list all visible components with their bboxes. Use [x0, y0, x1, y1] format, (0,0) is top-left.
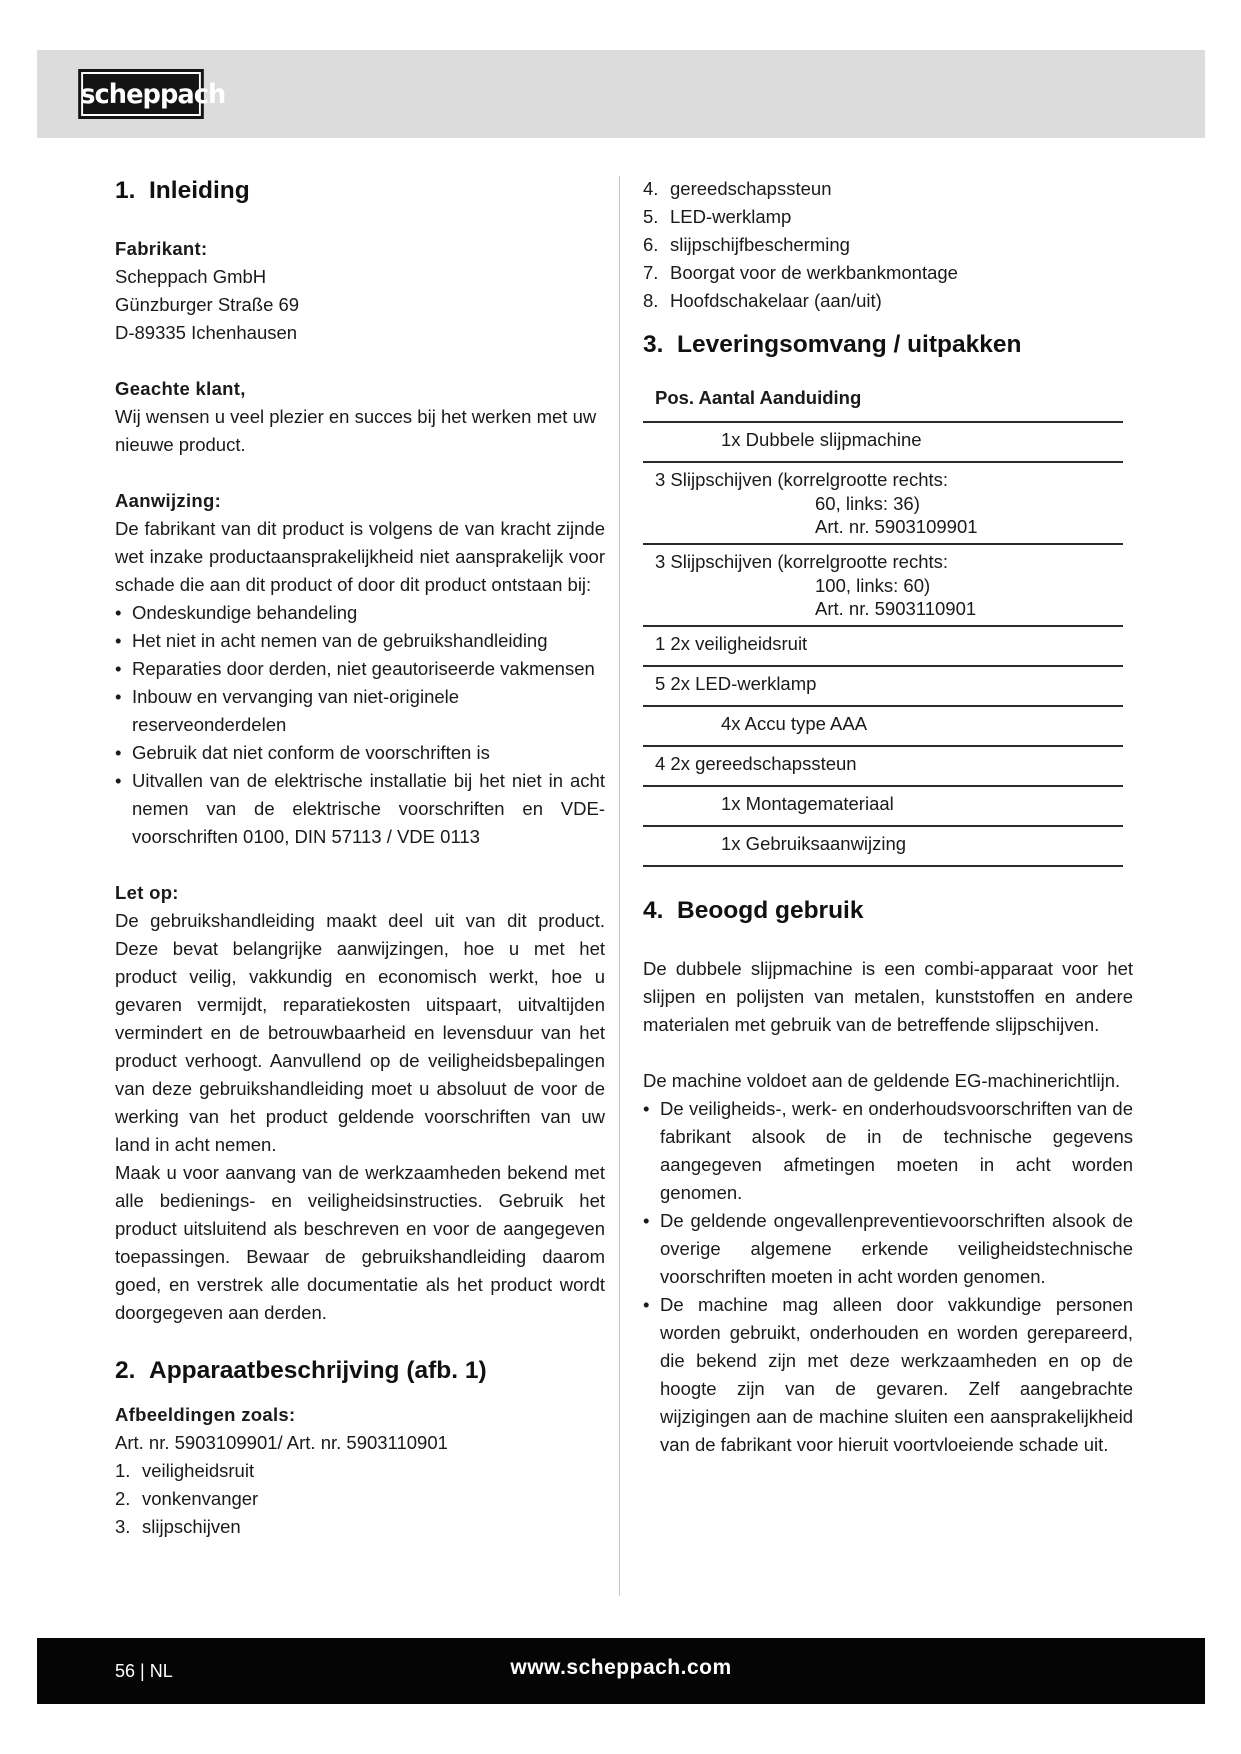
attention-paragraph: De gebruikshandleiding maakt deel uit van dit product. Deze bevat belangrijke aanwijzingen, hoe u met het product veilig, vakkundig en economisch werkt, hoe u gevaren vermijdt, reparatiekosten uitspaart, uitvaltijden vermindert en de betrouwbaarheid en levensduur van het product verhoogt. Aanvullend op de veiligheidsbepalingen van deze gebruikshandleiding moet u absoluut de voor de werking van het product geldende voorschriften van uw land in acht nemen. — [115, 910, 605, 1155]
list-item: 4. gereedschapssteun — [643, 178, 832, 199]
list-item: • De machine mag alleen door vakkundige personen worden gebruikt, onderhouden en worden gerepareerd, die bekend zijn met deze werkzaamheden en op de hoogte zijn van de gevaren. Zelf aangebrachte wijzigingen aan de machine sluiten een aansprakelijkheid van de fabrikant voor hieruit voortvloeiende schade uit. — [643, 1291, 1133, 1459]
part-list — [115, 1457, 605, 1541]
list-item: • Inbouw en vervanging van niet-originele reserveonderdelen — [115, 683, 605, 739]
list-item: 6. slijpschijfbescherming — [643, 234, 850, 255]
scheppach-logo: scheppach — [78, 69, 203, 119]
list-item: • Het niet in acht nemen van de gebruikshandleiding — [115, 627, 605, 655]
list-item: • De veiligheids-, werk- en onderhoudsvoorschriften van de fabrikant alsook de in de technische gegevens aangegeven afmetingen moeten in acht worden genomen. — [643, 1095, 1133, 1207]
table-row: 1x Gebruiksaanwijzing — [643, 826, 1123, 866]
address-line: Günzburger Straße 69 — [115, 294, 300, 315]
section-3-heading: 3. Leveringsomvang / uitpakken — [643, 331, 1022, 358]
note-text: De fabrikant van dit product is volgens de van kracht zijnde wet inzake productaansprakelijkheid niet aansprakelijk voor schade die aan dit product of door dit product ontstaan bij: — [115, 518, 605, 595]
attention-label: Let op: — [115, 882, 179, 903]
list-item: • De geldende ongevallenpreventievoorschriften alsook de overige algemene erkende veiligheidstechnische voorschriften moeten in acht worden genomen. — [643, 1207, 1133, 1291]
list-item: • Ondeskundige behandeling — [115, 599, 605, 627]
website-link[interactable]: www.scheppach.com — [510, 1656, 732, 1679]
greeting-text: Wij wensen u veel plezier en succes bij het werken met uw nieuwe product. — [115, 406, 597, 455]
part-list-continued — [643, 175, 1133, 315]
table-row: 4x Accu type AAA — [643, 706, 1123, 746]
table-row: 3 Slijpschijven (korrelgrootte rechts: 100, links: 60) Art. nr. 5903110901 — [643, 544, 1123, 626]
table-row: 1x Dubbele slijpmachine — [643, 422, 1123, 462]
section-1-heading: 1. Inleiding — [115, 177, 250, 204]
page-number: 56 | NL — [115, 1661, 173, 1681]
list-item: 8. Hoofdschakelaar (aan/uit) — [643, 290, 882, 311]
list-item: • Reparaties door derden, niet geautoriseerde vakmensen — [115, 655, 605, 683]
images-label: Afbeeldingen zoals: — [115, 1404, 296, 1425]
section-4-heading: 4. Beoogd gebruik — [643, 897, 864, 924]
list-item: 5. LED-werklamp — [643, 206, 792, 227]
right-column — [643, 175, 1133, 1459]
list-item: • Uitvallen van de elektrische installatie bij het niet in acht nemen van de elektrische voorschriften en VDE-voorschriften 0100, DIN 57113 / VDE 0113 — [115, 767, 605, 851]
page-footer — [37, 1638, 1205, 1704]
list-item: 7. Boorgat voor de werkbankmontage — [643, 262, 958, 283]
table-row: 5 2x LED-werklamp — [643, 666, 1123, 706]
article-numbers: Art. nr. 5903109901/ Art. nr. 5903110901 — [115, 1432, 448, 1453]
manufacturer-label: Fabrikant: — [115, 238, 208, 259]
attention-paragraph: Maak u voor aanvang van de werkzaamheden bekend met alle bedienings- en veiligheidsinstructies. Gebruik het product uitsluitend als beschreven en voor de aangegeven toepassingen. Bewaar de gebruikshandleiding daarom goed, en verstrek alle documentatie als het product wordt doorgegeven aan derden. — [115, 1162, 605, 1323]
table-row: 1 2x veiligheidsruit — [643, 626, 1123, 666]
list-item: 1. veiligheidsruit — [115, 1460, 255, 1481]
page-header — [37, 50, 1205, 138]
greeting-label: Geachte klant, — [115, 378, 246, 399]
table-row: 3 Slijpschijven (korrelgrootte rechts: 60, links: 36) Art. nr. 5903109901 — [643, 462, 1123, 544]
table-row: 1x Montagemateriaal — [643, 786, 1123, 826]
section-2-heading: 2. Apparaatbeschrijving (afb. 1) — [115, 1357, 487, 1384]
list-item: 2. vonkenvanger — [115, 1488, 259, 1509]
address-line: D-89335 Ichenhausen — [115, 322, 298, 343]
address-line: Scheppach GmbH — [115, 266, 267, 287]
list-item: • Gebruik dat niet conform de voorschriften is — [115, 739, 605, 767]
intended-use-bullets — [643, 1095, 1133, 1459]
intended-use-paragraph: De dubbele slijpmachine is een combi-apparaat voor het slijpen en polijsten van metalen, kunststoffen en andere materialen met gebruik van de betreffende slijpschijven. — [643, 958, 1133, 1035]
table-header: Pos. Aantal Aanduiding — [655, 387, 862, 408]
note-label: Aanwijzing: — [115, 490, 222, 511]
column-divider — [619, 176, 620, 1596]
delivery-table — [643, 375, 1123, 867]
directive-paragraph: De machine voldoet aan de geldende EG-machinerichtlijn. — [643, 1070, 1121, 1091]
note-bullet-list — [115, 599, 605, 851]
table-row: 4 2x gereedschapssteun — [643, 746, 1123, 786]
left-column — [115, 175, 605, 1541]
list-item: 3. slijpschijven — [115, 1516, 241, 1537]
